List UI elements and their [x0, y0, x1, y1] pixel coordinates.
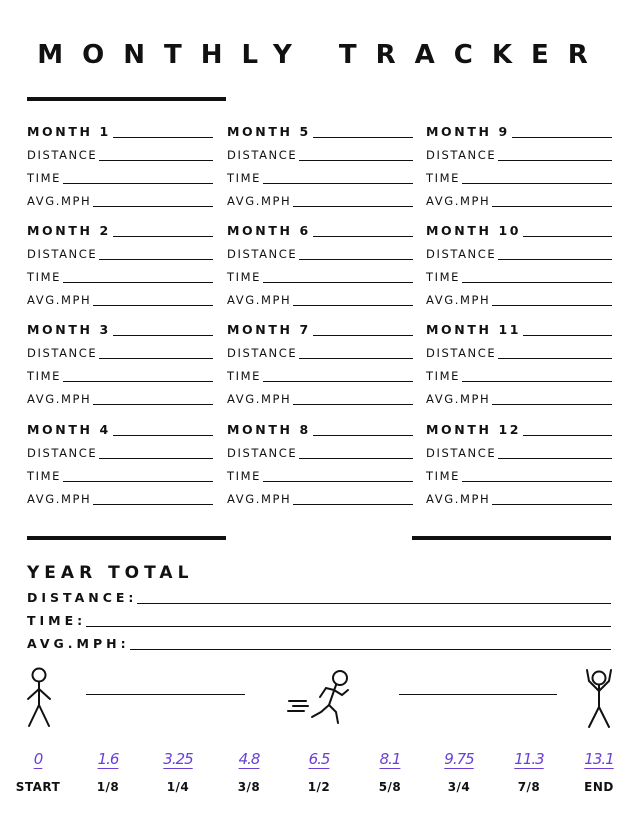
- distance-field[interactable]: [498, 458, 612, 459]
- distance-label: DISTANCE: [227, 247, 298, 261]
- year-total-avg-mph-row: [27, 633, 611, 651]
- time-field[interactable]: [63, 481, 213, 482]
- time-label: TIME: [426, 469, 461, 483]
- year-total-time-label: TIME:: [27, 613, 87, 628]
- time-field[interactable]: [63, 282, 213, 283]
- milestone-label: 7/8: [517, 780, 541, 794]
- time-field[interactable]: [462, 183, 612, 184]
- avg-mph-field[interactable]: [93, 206, 213, 207]
- distance-field[interactable]: [299, 160, 413, 161]
- month-avg-mph-row: [27, 386, 213, 406]
- milestone-label: 3/8: [237, 780, 261, 794]
- distance-label: DISTANCE: [426, 148, 497, 162]
- month-avg-mph-row: [27, 188, 213, 208]
- month-distance-row: [227, 340, 413, 360]
- avg-mph-label: AVG.MPH: [27, 492, 92, 506]
- avg-mph-field[interactable]: [293, 504, 413, 505]
- month-name-field[interactable]: [313, 236, 413, 237]
- distance-field[interactable]: [99, 358, 213, 359]
- year-total-title: YEAR TOTAL: [27, 563, 194, 583]
- month-header-row: [426, 119, 612, 139]
- milestone-miles: 4.8: [238, 750, 260, 768]
- month-avg-mph-row: [426, 386, 612, 406]
- month-time-row: [227, 264, 413, 284]
- year-total-distance-field[interactable]: [137, 603, 611, 604]
- month-avg-mph-row: [227, 188, 413, 208]
- month-label: MONTH 6: [227, 223, 311, 238]
- distance-label: DISTANCE: [227, 148, 298, 162]
- month-distance-row: [227, 142, 413, 162]
- avg-mph-label: AVG.MPH: [227, 194, 292, 208]
- month-header-row: [27, 417, 213, 437]
- month-time-row: [426, 463, 612, 483]
- milestone-label: START: [15, 780, 61, 794]
- month-name-field[interactable]: [313, 335, 413, 336]
- time-field[interactable]: [263, 183, 413, 184]
- month-distance-row: [227, 241, 413, 261]
- month-time-row: [426, 165, 612, 185]
- celebrating-stick-figure-icon: [584, 667, 614, 729]
- time-field[interactable]: [263, 481, 413, 482]
- milestone-label: 5/8: [378, 780, 402, 794]
- distance-field[interactable]: [99, 458, 213, 459]
- time-field[interactable]: [263, 282, 413, 283]
- month-label: MONTH 7: [227, 322, 311, 337]
- month-avg-mph-row: [426, 287, 612, 307]
- avg-mph-field[interactable]: [293, 305, 413, 306]
- month-header-row: [27, 218, 213, 238]
- month-distance-row: [426, 142, 612, 162]
- milestone-label: 1/2: [307, 780, 331, 794]
- divider-right: [412, 536, 611, 540]
- milestone-miles: 8.1: [379, 750, 401, 768]
- month-label: MONTH 3: [27, 322, 111, 337]
- time-label: TIME: [426, 270, 461, 284]
- avg-mph-field[interactable]: [492, 206, 612, 207]
- avg-mph-label: AVG.MPH: [27, 194, 92, 208]
- avg-mph-label: AVG.MPH: [426, 392, 491, 406]
- avg-mph-field[interactable]: [93, 504, 213, 505]
- month-name-field[interactable]: [523, 335, 612, 336]
- month-label: MONTH 2: [27, 223, 111, 238]
- avg-mph-label: AVG.MPH: [227, 392, 292, 406]
- distance-field[interactable]: [99, 259, 213, 260]
- distance-field[interactable]: [498, 259, 612, 260]
- year-total-avg-mph-field[interactable]: [130, 649, 611, 650]
- avg-mph-label: AVG.MPH: [227, 492, 292, 506]
- avg-mph-field[interactable]: [293, 404, 413, 405]
- month-avg-mph-row: [426, 188, 612, 208]
- year-total-avg-mph-label: AVG.MPH:: [27, 636, 130, 651]
- month-time-row: [426, 363, 612, 383]
- month-avg-mph-row: [227, 486, 413, 506]
- distance-field[interactable]: [299, 358, 413, 359]
- month-label: MONTH 4: [27, 422, 111, 437]
- distance-label: DISTANCE: [426, 346, 497, 360]
- distance-label: DISTANCE: [227, 346, 298, 360]
- milestone-miles: 13.1: [584, 750, 614, 768]
- month-distance-row: [426, 241, 612, 261]
- time-label: TIME: [227, 469, 262, 483]
- time-label: TIME: [227, 369, 262, 383]
- distance-field[interactable]: [498, 160, 612, 161]
- distance-label: DISTANCE: [227, 446, 298, 460]
- month-name-field[interactable]: [113, 335, 213, 336]
- year-total-time-field[interactable]: [86, 626, 611, 627]
- year-total-distance-label: DISTANCE:: [27, 590, 138, 605]
- time-label: TIME: [27, 369, 62, 383]
- milestone-miles: 11.3: [514, 750, 544, 768]
- month-header-row: [27, 317, 213, 337]
- time-label: TIME: [426, 171, 461, 185]
- distance-label: DISTANCE: [27, 148, 98, 162]
- avg-mph-label: AVG.MPH: [426, 492, 491, 506]
- month-avg-mph-row: [227, 386, 413, 406]
- distance-label: DISTANCE: [426, 247, 497, 261]
- month-name-field[interactable]: [313, 435, 413, 436]
- avg-mph-label: AVG.MPH: [426, 194, 491, 208]
- month-time-row: [27, 463, 213, 483]
- month-header-row: [27, 119, 213, 139]
- distance-label: DISTANCE: [27, 446, 98, 460]
- divider-left: [27, 536, 226, 540]
- month-label: MONTH 9: [426, 124, 510, 139]
- month-avg-mph-row: [426, 486, 612, 506]
- page-title: MONTHLY TRACKER: [37, 40, 607, 70]
- progress-line-right: [399, 694, 557, 695]
- milestone-miles: 1.6: [97, 750, 119, 768]
- month-label: MONTH 8: [227, 422, 311, 437]
- milestone-miles: 3.25: [163, 750, 193, 768]
- time-label: TIME: [27, 270, 62, 284]
- time-label: TIME: [227, 171, 262, 185]
- month-label: MONTH 5: [227, 124, 311, 139]
- distance-label: DISTANCE: [426, 446, 497, 460]
- avg-mph-field[interactable]: [492, 305, 612, 306]
- title-underline-bar: [27, 97, 226, 101]
- avg-mph-field[interactable]: [93, 404, 213, 405]
- time-label: TIME: [426, 369, 461, 383]
- avg-mph-label: AVG.MPH: [27, 392, 92, 406]
- distance-field[interactable]: [498, 358, 612, 359]
- month-avg-mph-row: [27, 486, 213, 506]
- month-distance-row: [27, 142, 213, 162]
- month-distance-row: [27, 440, 213, 460]
- month-name-field[interactable]: [523, 435, 612, 436]
- month-avg-mph-row: [227, 287, 413, 307]
- month-name-field[interactable]: [113, 236, 213, 237]
- year-total-time-row: [27, 610, 611, 628]
- running-stick-figure-icon: [286, 668, 356, 728]
- month-header-row: [426, 218, 612, 238]
- month-header-row: [227, 119, 413, 139]
- progress-line-left: [86, 694, 245, 695]
- milestone-label: END: [584, 780, 614, 794]
- month-header-row: [227, 317, 413, 337]
- month-name-field[interactable]: [313, 137, 413, 138]
- distance-field[interactable]: [99, 160, 213, 161]
- time-label: TIME: [227, 270, 262, 284]
- month-name-field[interactable]: [113, 137, 213, 138]
- standing-stick-figure-icon: [24, 667, 54, 729]
- month-label: MONTH 11: [426, 322, 522, 337]
- month-label: MONTH 12: [426, 422, 522, 437]
- month-distance-row: [227, 440, 413, 460]
- time-field[interactable]: [462, 282, 612, 283]
- month-avg-mph-row: [27, 287, 213, 307]
- month-distance-row: [27, 340, 213, 360]
- month-name-field[interactable]: [523, 236, 612, 237]
- month-header-row: [227, 417, 413, 437]
- month-distance-row: [426, 340, 612, 360]
- month-header-row: [426, 317, 612, 337]
- month-name-field[interactable]: [113, 435, 213, 436]
- month-time-row: [426, 264, 612, 284]
- month-name-field[interactable]: [512, 137, 612, 138]
- milestone-label: 1/8: [96, 780, 120, 794]
- milestone-label: 1/4: [166, 780, 190, 794]
- avg-mph-field[interactable]: [293, 206, 413, 207]
- time-field[interactable]: [462, 381, 612, 382]
- milestone-miles: 6.5: [308, 750, 330, 768]
- time-label: TIME: [27, 469, 62, 483]
- avg-mph-field[interactable]: [93, 305, 213, 306]
- month-distance-row: [27, 241, 213, 261]
- milestone-label: 3/4: [447, 780, 471, 794]
- time-field[interactable]: [263, 381, 413, 382]
- month-time-row: [227, 363, 413, 383]
- time-field[interactable]: [63, 381, 213, 382]
- month-time-row: [27, 363, 213, 383]
- avg-mph-label: AVG.MPH: [227, 293, 292, 307]
- year-total-distance-row: [27, 587, 611, 605]
- month-time-row: [27, 165, 213, 185]
- avg-mph-field[interactable]: [492, 504, 612, 505]
- month-label: MONTH 1: [27, 124, 111, 139]
- milestone-miles: 9.75: [444, 750, 474, 768]
- month-time-row: [227, 165, 413, 185]
- time-label: TIME: [27, 171, 62, 185]
- avg-mph-label: AVG.MPH: [27, 293, 92, 307]
- month-header-row: [227, 218, 413, 238]
- avg-mph-label: AVG.MPH: [426, 293, 491, 307]
- distance-field[interactable]: [299, 259, 413, 260]
- distance-label: DISTANCE: [27, 346, 98, 360]
- avg-mph-field[interactable]: [492, 404, 612, 405]
- distance-field[interactable]: [299, 458, 413, 459]
- time-field[interactable]: [462, 481, 612, 482]
- distance-label: DISTANCE: [27, 247, 98, 261]
- month-time-row: [227, 463, 413, 483]
- month-distance-row: [426, 440, 612, 460]
- time-field[interactable]: [63, 183, 213, 184]
- month-time-row: [27, 264, 213, 284]
- month-label: MONTH 10: [426, 223, 522, 238]
- milestone-miles: 0: [33, 750, 43, 768]
- month-header-row: [426, 417, 612, 437]
